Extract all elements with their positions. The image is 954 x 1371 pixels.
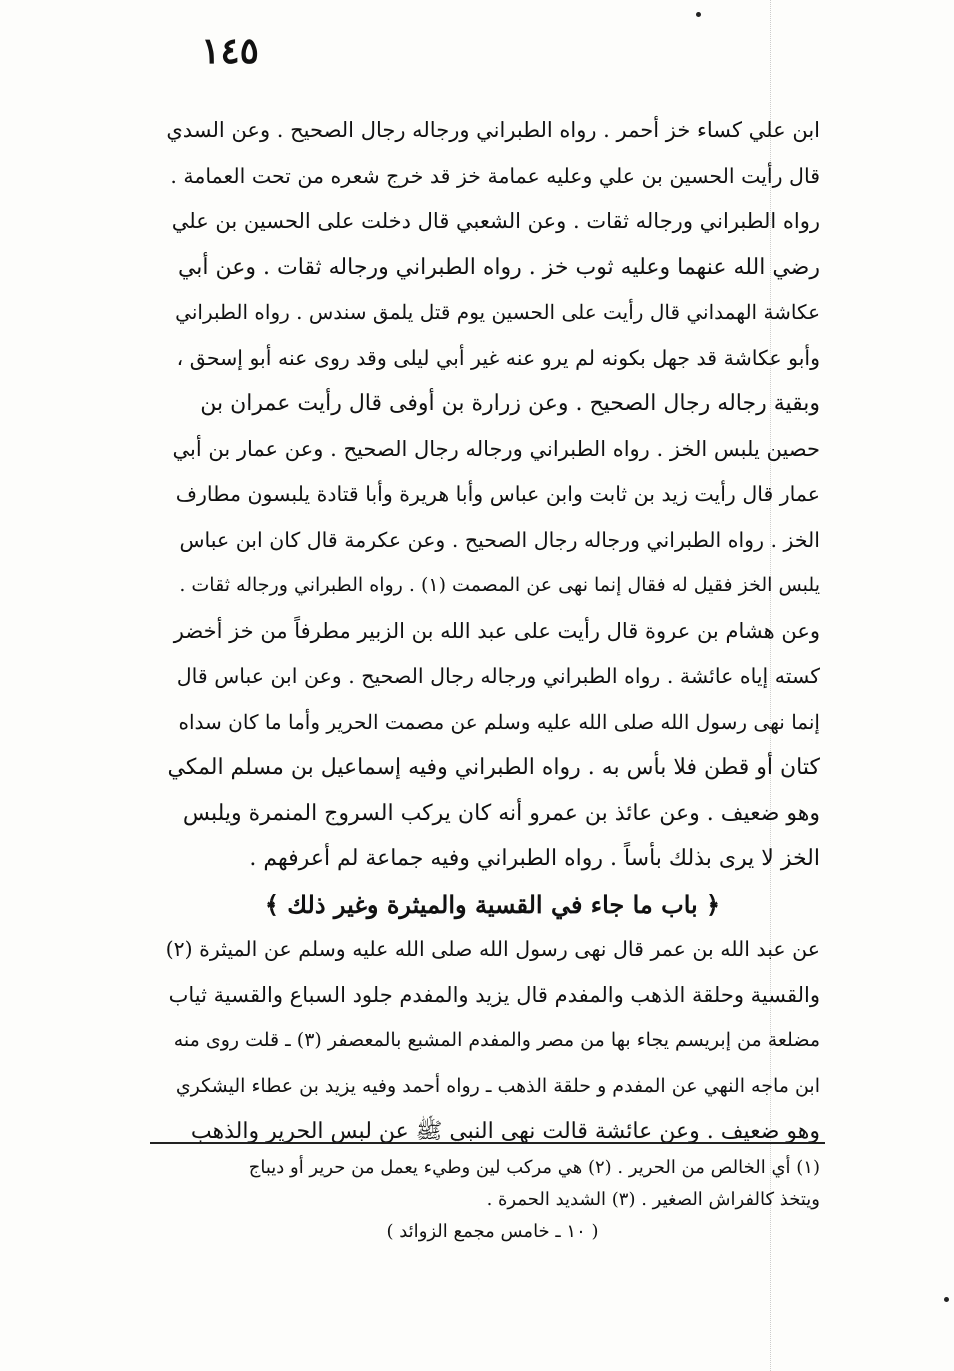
- text-line: عكاشة الهمداني قال رأيت على الحسين يوم قتل يلمق سندس . رواه الطبراني: [175, 300, 820, 324]
- text-line: وهو ضعيف . وعن عائشة قالت نهى النبي ﷺ عن لبس الحرير والذهب: [190, 1119, 820, 1144]
- main-text: [165, 108, 820, 1155]
- text-line: حصين يلبس الخز . رواه الطبراني ورجاله رجال الصحيح . وعن عمار بن أبي: [172, 436, 820, 461]
- signature-mark: ( ١٠ ـ خامس مجمع الزوائد ): [386, 1221, 599, 1242]
- text-line: مضلعة من إبريسم يجاء بها من مصر والمفدم المشبع بالمعصفر (٣) ـ قلت روى منه: [173, 1029, 820, 1051]
- text-line: كتان أو قطن فلا بأس به . رواه الطبراني وفيه إسماعيل بن مسلم المكي: [167, 755, 820, 780]
- text-line: كسته إياه عائشة . رواه الطبراني ورجاله رجال الصحيح . وعن ابن عباس قال: [176, 664, 820, 688]
- text-line: يلبس الخز فقيل له فقال إنما نهى عن المصمت (١) . رواه الطبراني ورجاله ثقات .: [179, 574, 820, 596]
- text-line: عن عبد الله بن عمر قال نهى رسول الله صلى الله عليه وسلم عن الميثرة (٢): [165, 937, 820, 961]
- text-line: ابن ماجه النهي عن المفدم و حلقة الذهب ـ رواه أحمد وفيه يزيد بن عطاء اليشكري: [175, 1074, 820, 1097]
- text-line: إنما نهى رسول الله صلى الله عليه وسلم عن مصمت الحرير وأما ما كان سداه: [178, 709, 820, 734]
- text-line: وعن هشام بن عروة قال رأيت على عبد الله بن الزبير مطرفاً من خز أخضر: [173, 618, 820, 643]
- text-line: الخز لا يرى بذلك بأساً . رواه الطبراني وفيه جماعة لم أعرفهم .: [249, 846, 820, 871]
- text-line: والقسية وحلقة الذهب والمفدم قال يزيد والمفدم جلود السباع والقسية ثياب: [168, 982, 820, 1007]
- text-line: ابن علي كساء خز أحمر . رواه الطبراني ورجاله رجال الصحيح . وعن السدي: [166, 118, 820, 142]
- ink-speck: [944, 1297, 949, 1302]
- section-heading: ﴿ باب ما جاء في القسية والميثرة وغير ذلك ﴾: [264, 889, 721, 919]
- text-line: الخز . رواه الطبراني ورجاله رجال الصحيح . وعن عكرمة قال كان ابن عباس: [179, 527, 820, 552]
- page-number: ١٤٥: [200, 30, 259, 72]
- text-line: وهو ضعيف . وعن عائذ بن عمرو أنه كان يركب السروج المنمرة ويلبس: [182, 800, 820, 826]
- text-line: عمار قال رأيت زيد بن ثابت وابن عباس وأبا هريرة وأبا قتادة يلبسون مطارف: [175, 482, 820, 506]
- text-line: قال رأيت الحسين بن علي وعليه عمامة خز قد خرج شعره من تحت العمامة .: [170, 163, 820, 188]
- footnote-divider: [150, 1142, 825, 1144]
- text-line: وأبو عكاشة قد جهل بكونه لم يرو عنه غير أبي ليلى وقد روى عنه أبو إسحق ،: [176, 345, 820, 370]
- footnote-line: (١) أي الخالص من الحرير . (٢) هي مركب لين وطيء يعمل من حرير أو ديباج: [248, 1157, 820, 1178]
- text-line: رضي الله عنهما وعليه ثوب خز . رواه الطبراني ورجاله ثقات . وعن أبي: [177, 254, 820, 280]
- text-line: رواه الطبراني ورجاله ثقات . وعن الشعبي قال دخلت على الحسين بن علي: [171, 209, 820, 233]
- ink-speck: [696, 12, 701, 17]
- text-line: وبقية رجاله رجال الصحيح . وعن زرارة بن أوفى قال رأيت عمران بن: [200, 391, 820, 416]
- footnotes: [165, 1152, 820, 1248]
- footnote-line: ويتخذ كالفراش الصغير . (٣) الشديد الحمرة .: [486, 1189, 820, 1210]
